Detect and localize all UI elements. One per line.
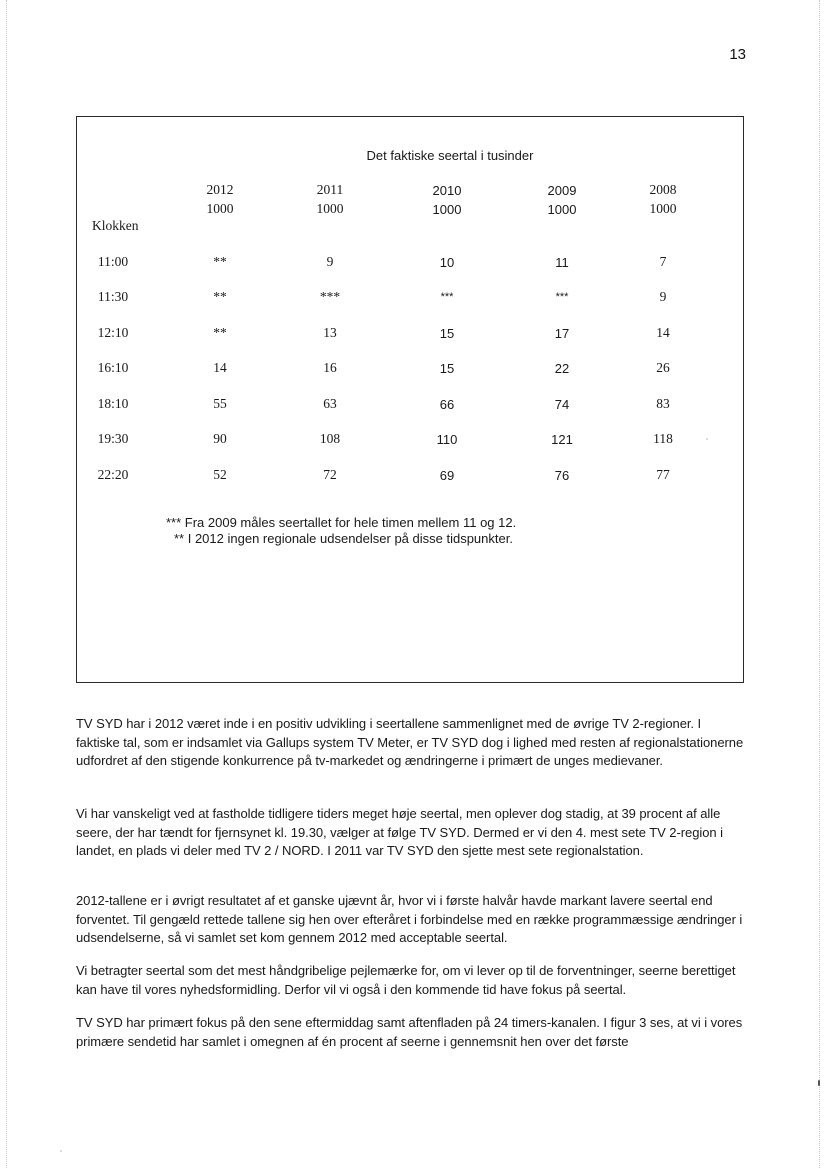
value-cell: 17 bbox=[554, 326, 570, 341]
value-cell: 63 bbox=[323, 396, 337, 411]
value-cell: 55 bbox=[213, 396, 227, 411]
value-cell: 77 bbox=[656, 467, 670, 482]
time-cell: 11:30 bbox=[97, 289, 129, 304]
value-cell: 74 bbox=[554, 397, 570, 412]
value-cell: 7 bbox=[659, 254, 667, 269]
col-header-year: 2012 bbox=[206, 182, 234, 197]
page-edge-right bbox=[819, 0, 820, 1168]
body-paragraph: TV SYD har i 2012 været inde i en positiv udvikling i seertallene sammenlignet med de øvrige TV 2-regioner. I faktiske tal, som er indsamlet via Gallups system TV Meter, er TV SYD dog i lighed med resten af regionalstationerne udfordret af den stigende konkurrence på tv-markedet og ændringerne i primært de unges medievaner. bbox=[76, 716, 744, 769]
page-edge-left bbox=[6, 0, 7, 1168]
value-cell: 15 bbox=[439, 326, 455, 341]
value-cell: 15 bbox=[439, 361, 455, 376]
time-cell: 19:30 bbox=[97, 431, 129, 446]
value-cell: 69 bbox=[439, 468, 455, 483]
value-cell: 14 bbox=[656, 325, 670, 340]
value-cell: 76 bbox=[554, 468, 570, 483]
row-header-label: Klokken bbox=[92, 218, 139, 233]
col-header-unit: 1000 bbox=[547, 202, 577, 217]
scan-speck bbox=[818, 1080, 820, 1086]
value-cell: 13 bbox=[323, 325, 337, 340]
value-cell: ** bbox=[213, 254, 227, 269]
col-header-unit: 1000 bbox=[206, 201, 234, 216]
value-cell: 9 bbox=[659, 289, 667, 304]
value-cell: 9 bbox=[326, 254, 334, 269]
value-cell: *** bbox=[440, 291, 454, 303]
body-paragraph: TV SYD har primært fokus på den sene eftermiddag samt aftenfladen på 24 timers-kanalen. I figur 3 ses, at vi i vores primære sendetid har samlet i omegnen af én procent af seerne i gennemsnit hen over det første bbox=[76, 1015, 743, 1049]
col-header-year: 2011 bbox=[316, 182, 344, 197]
value-cell: 83 bbox=[656, 396, 670, 411]
table-footnote: ** I 2012 ingen regionale udsendelser på disse tidspunkter. bbox=[174, 531, 513, 546]
value-cell: 10 bbox=[439, 255, 455, 270]
value-cell: 121 bbox=[551, 432, 573, 447]
col-header-unit: 1000 bbox=[649, 201, 677, 216]
body-paragraph: Vi har vanskeligt ved at fastholde tidligere tiders meget høje seertal, men oplever dog stadig, at 39 procent af alle seere, der har tændt for fjernsynet kl. 19.30, vælger at følge TV SYD. Dermed er vi den 4. mest sete TV 2-region i landet, en plads vi deler med TV 2 / NORD. I 2011 var TV SYD den sjette mest sete regionalstation. bbox=[76, 806, 724, 859]
value-cell: 22 bbox=[554, 361, 570, 376]
time-cell: 16:10 bbox=[97, 360, 129, 375]
value-cell: 11 bbox=[555, 255, 569, 270]
value-cell: 72 bbox=[323, 467, 337, 482]
table-caption: Det faktiske seertal i tusinder bbox=[366, 148, 534, 163]
body-paragraph: 2012-tallene er i øvrigt resultatet af et ganske ujævnt år, hvor vi i første halvår havde markant lavere seertal end forventet. Til gengæld rettede tallene sig hen over efteråret i forbindelse med en række programmæssige ændringer i udsendelserne, så vi samlet set kom gennem 2012 med acceptable seertal. bbox=[76, 893, 743, 946]
value-cell: 118 bbox=[653, 431, 673, 446]
col-header-unit: 1000 bbox=[432, 202, 462, 217]
value-cell: ** bbox=[213, 325, 227, 340]
table-footnote: *** Fra 2009 måles seertallet for hele timen mellem 11 og 12. bbox=[166, 515, 517, 530]
time-cell: 18:10 bbox=[97, 396, 129, 411]
value-cell: 52 bbox=[213, 467, 227, 482]
body-paragraph: Vi betragter seertal som det mest håndgribelige pejlemærke for, om vi lever op til de forventninger, seerne berettiget kan have til vores nyhedsformidling. Derfor vil vi også i den kommende tid have fokus på seertal. bbox=[76, 963, 736, 997]
scan-speck bbox=[60, 1150, 62, 1152]
col-header-year: 2010 bbox=[432, 183, 462, 198]
value-cell: 108 bbox=[319, 431, 341, 446]
scan-speck bbox=[706, 438, 708, 440]
value-cell: 90 bbox=[213, 431, 227, 446]
value-cell: 66 bbox=[439, 397, 455, 412]
value-cell: 16 bbox=[323, 360, 337, 375]
value-cell: *** bbox=[319, 289, 341, 304]
value-cell: 110 bbox=[436, 432, 458, 447]
time-cell: 12:10 bbox=[97, 325, 129, 340]
col-header-year: 2009 bbox=[547, 183, 577, 198]
col-header-year: 2008 bbox=[649, 182, 677, 197]
value-cell: *** bbox=[555, 291, 569, 303]
page-number: 13 bbox=[729, 46, 746, 63]
value-cell: ** bbox=[213, 289, 227, 304]
value-cell: 14 bbox=[213, 360, 227, 375]
col-header-unit: 1000 bbox=[316, 201, 344, 216]
time-cell: 11:00 bbox=[97, 254, 129, 269]
value-cell: 26 bbox=[656, 360, 670, 375]
time-cell: 22:20 bbox=[97, 467, 129, 482]
